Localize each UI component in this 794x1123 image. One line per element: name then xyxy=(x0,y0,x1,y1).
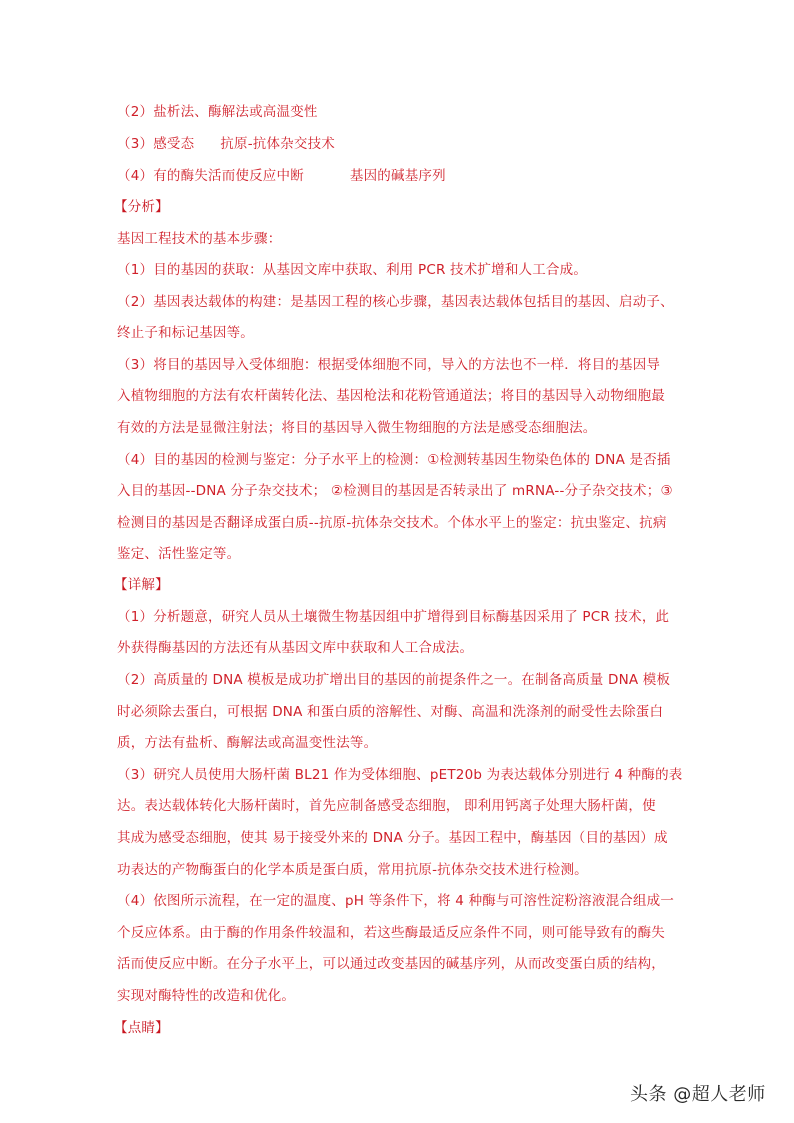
detail-line: 时必须除去蛋白，可根据 DNA 和蛋白质的溶解性、对酶、高温和洗涤剂的耐受性去除蛋白 xyxy=(117,704,664,720)
analysis-line: （3）将目的基因导入受体细胞：根据受体细胞不同，导入的方法也不一样．将目的基因导 xyxy=(117,357,661,373)
detail-line: 质，方法有盐析、酶解法或高温变性法等。 xyxy=(117,735,378,751)
detail-line: 功表达的产物酶蛋白的化学本质是蛋白质，常用抗原-抗体杂交技术进行检测。 xyxy=(117,862,588,878)
detail-line: 其成为感受态细胞，使其 易于接受外来的 DNA 分子。基因工程中，酶基因（目的基因）成 xyxy=(117,830,668,846)
analysis-line: （4）目的基因的检测与鉴定：分子水平上的检测：①检测转基因生物染色体的 DNA 是否插 xyxy=(117,452,671,468)
detail-line: 外获得酶基因的方法还有从基因文库中获取和人工合成法。 xyxy=(117,640,474,656)
analysis-line: 有效的方法是显微注射法；将目的基因导入微生物细胞的方法是感受态细胞法。 xyxy=(117,420,597,436)
analysis-line: （2）基因表达载体的构建：是基因工程的核心步骤，基因表达载体包括目的基因、启动子、 xyxy=(117,294,674,310)
detail-line: （1）分析题意，研究人员从土壤微生物基因组中扩增得到目标酶基因采用了 PCR 技术，此 xyxy=(117,609,670,625)
analysis-line: 检测目的基因是否翻译成蛋白质--抗原-抗体杂交技术。个体水平上的鉴定：抗虫鉴定、抗病 xyxy=(117,515,667,531)
answer-3 xyxy=(117,134,335,154)
detail-line: （4）依图所示流程，在一定的温度、pH 等条件下，将 4 种酶与可溶性淀粉溶液混合组成一 xyxy=(117,893,675,909)
analysis-line: 入目的基因--DNA 分子杂交技术； ②检测目的基因是否转录出了 mRNA--分子杂交技术；③ xyxy=(117,483,673,499)
answer-4-part2: 基因的碱基序列 xyxy=(349,168,446,184)
analysis-heading: 【分析】 xyxy=(114,199,169,215)
answer-3-part1: （3）感受态 xyxy=(117,136,195,152)
comment-heading: 【点睛】 xyxy=(114,1020,169,1036)
analysis-line: （1）目的基因的获取：从基因文库中获取、利用 PCR 技术扩增和人工合成。 xyxy=(117,262,588,278)
answer-2: （2）盐析法、酶解法或高温变性 xyxy=(117,104,318,120)
detail-heading: 【详解】 xyxy=(114,577,169,593)
analysis-line: 终止子和标记基因等。 xyxy=(117,325,254,341)
answer-4-part1: （4）有的酶失活而使反应中断 xyxy=(117,168,304,184)
answer-4 xyxy=(117,166,446,186)
detail-line: 活而使反应中断。在分子水平上，可以通过改变基因的碱基序列，从而改变蛋白质的结构， xyxy=(117,956,665,972)
detail-line: （3）研究人员使用大肠杆菌 BL21 作为受体细胞、pET20b 为表达载体分别进行 4 种酶的表 xyxy=(117,767,683,783)
watermark: 头条 @超人老师 xyxy=(630,1084,766,1105)
detail-line: 实现对酶特性的改造和优化。 xyxy=(117,988,296,1004)
detail-line: 达。表达载体转化大肠杆菌时，首先应制备感受态细胞， 即利用钙离子处理大肠杆菌，使 xyxy=(117,798,656,814)
analysis-intro: 基因工程技术的基本步骤： xyxy=(117,231,282,247)
analysis-line: 鉴定、活性鉴定等。 xyxy=(117,546,241,562)
analysis-line: 入植物细胞的方法有农杆菌转化法、基因枪法和花粉管通道法；将目的基因导入动物细胞最 xyxy=(117,388,665,404)
answer-3-part2: 抗原-抗体杂交技术 xyxy=(220,136,335,152)
detail-line: 个反应体系。由于酶的作用条件较温和，若这些酶最适反应条件不同，则可能导致有的酶失 xyxy=(117,925,665,941)
detail-line: （2）高质量的 DNA 模板是成功扩增出目的基因的前提条件之一。在制备高质量 DNA 模板 xyxy=(117,672,671,688)
